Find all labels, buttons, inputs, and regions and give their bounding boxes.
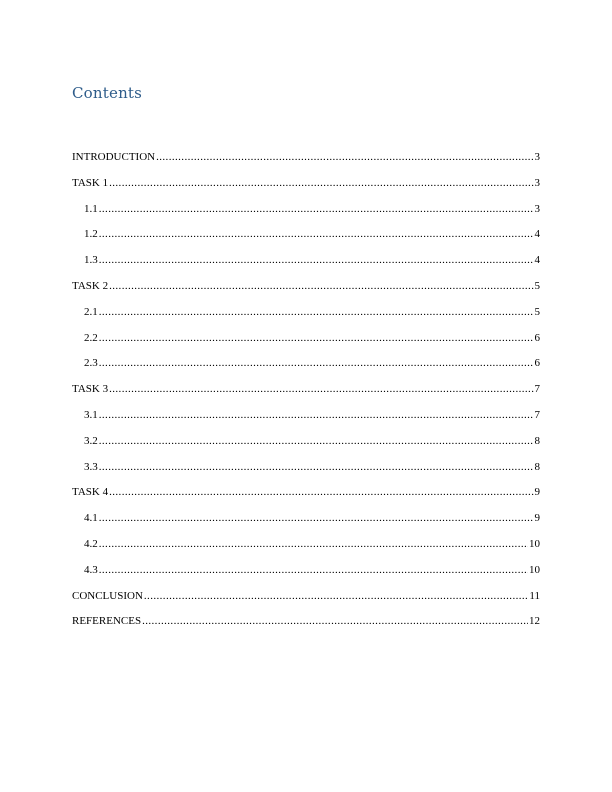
toc-entry[interactable] bbox=[72, 381, 540, 407]
toc-entry-page: 9 bbox=[534, 512, 540, 525]
toc-dot-leader bbox=[99, 510, 534, 526]
toc-dot-leader bbox=[109, 381, 533, 397]
toc-entry-page: 10 bbox=[529, 563, 540, 576]
toc-entry-page: 11 bbox=[529, 589, 540, 602]
toc-entry[interactable] bbox=[72, 433, 540, 459]
toc-entry-title: CONCLUSION bbox=[72, 589, 143, 602]
toc-dot-leader bbox=[99, 355, 534, 371]
toc-entry[interactable] bbox=[72, 562, 540, 588]
toc-dot-leader bbox=[109, 175, 533, 191]
toc-entry-title: INTRODUCTION bbox=[72, 151, 156, 163]
table-of-contents bbox=[72, 149, 540, 639]
toc-entry-title: 4.1 bbox=[84, 512, 98, 525]
toc-entry-title: 1.1 bbox=[84, 202, 98, 215]
toc-dot-leader bbox=[99, 459, 534, 475]
toc-entry[interactable] bbox=[72, 278, 540, 304]
toc-dot-leader bbox=[99, 536, 528, 552]
toc-entry-page: 4 bbox=[534, 254, 540, 267]
toc-dot-leader bbox=[109, 278, 533, 294]
toc-entry-page: 3 bbox=[534, 202, 540, 215]
toc-entry-title: 2.2 bbox=[84, 331, 98, 344]
toc-entry-page: 10 bbox=[529, 537, 540, 550]
toc-entry[interactable] bbox=[72, 459, 540, 485]
toc-entry-title: 1.3 bbox=[84, 254, 98, 267]
toc-entry-title: REFERENCES bbox=[72, 615, 142, 628]
toc-entry[interactable] bbox=[72, 304, 540, 330]
toc-entry-title: 2.1 bbox=[84, 305, 98, 318]
toc-entry-title: TASK 2 bbox=[72, 279, 109, 292]
toc-entry[interactable] bbox=[72, 149, 540, 175]
toc-dot-leader bbox=[142, 613, 528, 629]
toc-entry-title: 4.2 bbox=[84, 537, 98, 550]
toc-entry-title: TASK 3 bbox=[72, 383, 109, 396]
toc-entry[interactable] bbox=[72, 407, 540, 433]
toc-entry-title: 3.3 bbox=[84, 460, 98, 473]
toc-entry-page: 7 bbox=[534, 383, 540, 396]
toc-entry-page: 5 bbox=[534, 279, 540, 292]
toc-entry[interactable] bbox=[72, 175, 540, 201]
toc-entry[interactable] bbox=[72, 252, 540, 278]
toc-dot-leader bbox=[99, 433, 534, 449]
toc-entry-title: 3.2 bbox=[84, 434, 98, 447]
toc-dot-leader bbox=[99, 201, 534, 217]
toc-entry[interactable] bbox=[72, 588, 540, 614]
toc-heading: Contents bbox=[72, 84, 143, 102]
toc-entry-title: 3.1 bbox=[84, 408, 98, 421]
toc-dot-leader bbox=[99, 330, 534, 346]
toc-entry-page: 3 bbox=[534, 176, 540, 189]
toc-dot-leader bbox=[109, 484, 533, 500]
toc-entry[interactable] bbox=[72, 484, 540, 510]
toc-entry-page: 4 bbox=[534, 228, 540, 241]
toc-dot-leader bbox=[99, 252, 534, 268]
toc-entry-page: 5 bbox=[534, 305, 540, 318]
toc-entry[interactable] bbox=[72, 226, 540, 252]
toc-entry-page: 7 bbox=[534, 408, 540, 421]
toc-entry-title: TASK 4 bbox=[72, 486, 109, 499]
toc-dot-leader bbox=[99, 304, 534, 320]
toc-entry-page: 12 bbox=[529, 615, 540, 628]
toc-dot-leader bbox=[144, 588, 529, 604]
toc-entry[interactable] bbox=[72, 510, 540, 536]
toc-entry[interactable] bbox=[72, 613, 540, 639]
toc-entry[interactable] bbox=[72, 536, 540, 562]
toc-entry[interactable] bbox=[72, 355, 540, 381]
toc-dot-leader bbox=[99, 562, 528, 578]
toc-entry-page: 3 bbox=[534, 151, 540, 163]
toc-entry-page: 6 bbox=[534, 331, 540, 344]
toc-entry-title: 2.3 bbox=[84, 357, 98, 370]
toc-entry-title: 1.2 bbox=[84, 228, 98, 241]
toc-entry-title: 4.3 bbox=[84, 563, 98, 576]
toc-dot-leader bbox=[99, 407, 534, 423]
toc-entry-page: 8 bbox=[534, 434, 540, 447]
toc-entry[interactable] bbox=[72, 330, 540, 356]
toc-dot-leader bbox=[156, 149, 533, 165]
toc-entry-page: 6 bbox=[534, 357, 540, 370]
toc-entry-title: TASK 1 bbox=[72, 176, 109, 189]
toc-entry-page: 9 bbox=[534, 486, 540, 499]
toc-entry-page: 8 bbox=[534, 460, 540, 473]
toc-dot-leader bbox=[99, 226, 534, 242]
toc-entry[interactable] bbox=[72, 201, 540, 227]
